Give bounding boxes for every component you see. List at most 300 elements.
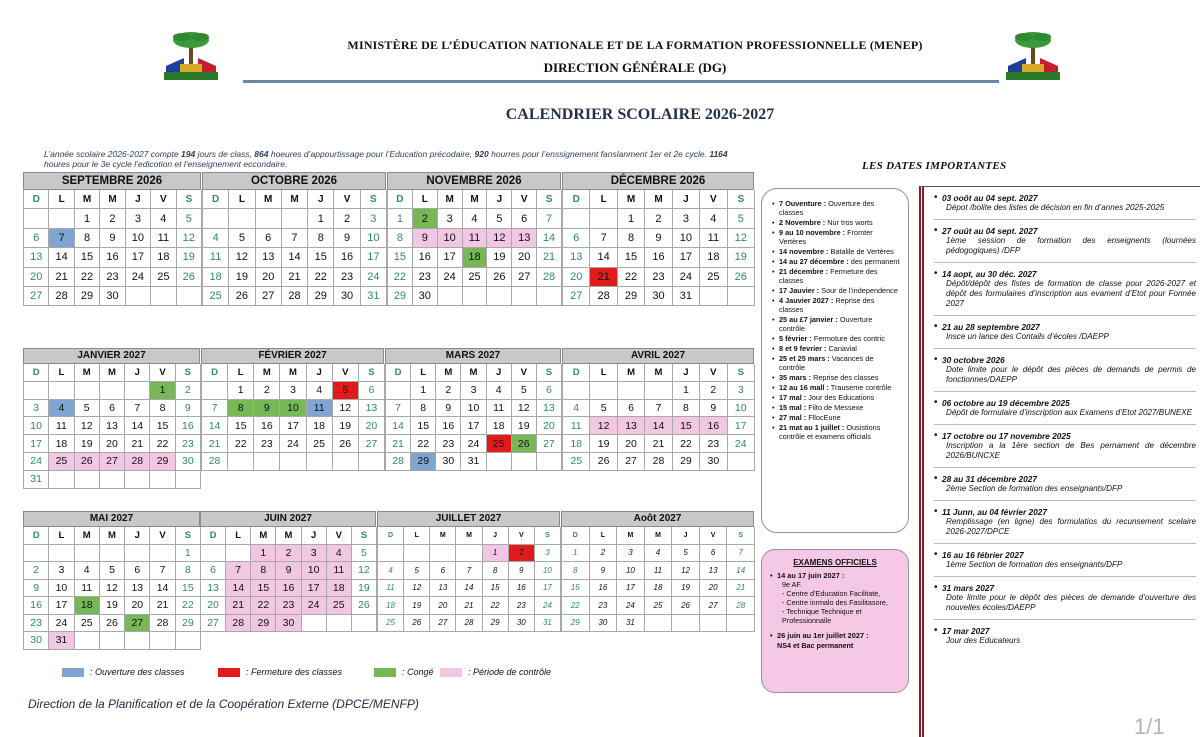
event-date: 15 mal :	[779, 403, 807, 412]
day-cell: 25	[327, 597, 352, 615]
day-cell: 2	[590, 545, 618, 563]
day-cell: 2	[645, 209, 672, 228]
day-cell: 5	[352, 545, 377, 563]
day-cell: 5	[404, 562, 430, 580]
day-cell: 12	[590, 417, 617, 435]
day-cell: 17	[438, 248, 463, 267]
day-cell: 10	[302, 562, 327, 580]
event-item	[772, 228, 900, 246]
day-cell: 1	[388, 209, 413, 228]
weekday-label: S	[361, 190, 387, 209]
day-cell: 12	[333, 400, 359, 418]
day-cell: 27	[537, 435, 562, 453]
day-cell: 3	[24, 400, 49, 418]
day-cell: 7	[537, 209, 562, 228]
day-cell: 15	[75, 248, 100, 267]
day-cell: 20	[201, 597, 226, 615]
weekday-label: D	[202, 364, 228, 382]
day-cell: 30	[100, 287, 125, 306]
day-cell: 4	[645, 545, 673, 563]
event-text: FllocEune	[806, 413, 841, 422]
day-cell: 28	[282, 287, 308, 306]
day-cell: 19	[404, 597, 430, 615]
day-cell: 1	[176, 545, 201, 563]
day-cell: 3	[280, 382, 306, 400]
day-cell: 24	[49, 615, 74, 633]
day-cell: 23	[509, 597, 535, 615]
weekday-label: M	[75, 190, 100, 209]
weekday-label: V	[700, 190, 727, 209]
weekday-label: J	[307, 364, 333, 382]
day-cell	[24, 382, 49, 400]
day-cell: 15	[483, 580, 509, 598]
day-cell: 28	[645, 453, 672, 471]
weekday-label: J	[483, 527, 509, 545]
day-cell: 13	[125, 580, 150, 598]
day-cell: 23	[276, 597, 301, 615]
date-range: • 06 octobre au 19 décembre 2025	[942, 398, 1070, 408]
day-cell	[151, 287, 176, 306]
weekday-label: V	[151, 190, 176, 209]
day-cell: 15	[150, 417, 175, 435]
day-cell	[75, 382, 100, 400]
weekday-label: M	[254, 364, 280, 382]
day-cell: 4	[203, 229, 229, 248]
weekday-label: M	[617, 527, 645, 545]
event-date: 4 Jauvier 2027 :	[779, 296, 834, 305]
month-block	[385, 348, 561, 471]
day-cell: 6	[512, 209, 537, 228]
day-cell: 18	[463, 248, 488, 267]
weekday-label: J	[125, 527, 150, 545]
day-cell: 3	[617, 545, 645, 563]
day-cell: 17	[302, 580, 327, 598]
weekday-label: D	[563, 364, 590, 382]
month-block	[200, 511, 376, 632]
day-cell	[537, 453, 562, 471]
month-block	[377, 511, 560, 632]
day-cell: 7	[49, 229, 74, 248]
event-item	[772, 286, 900, 295]
day-cell: 20	[618, 435, 645, 453]
day-cell: 7	[150, 562, 175, 580]
day-cell: 11	[203, 248, 229, 267]
day-cell: 14	[49, 248, 74, 267]
day-cell: 6	[359, 382, 385, 400]
weekday-label: D	[562, 527, 590, 545]
day-cell	[229, 209, 255, 228]
day-cell: 28	[226, 615, 251, 633]
weekday-label: D	[203, 190, 229, 209]
event-text: Reprise des classes	[811, 373, 879, 382]
day-cell: 7	[125, 400, 150, 418]
day-cell: 22	[75, 268, 100, 287]
day-cell: 31	[361, 287, 387, 306]
weekday-label: M	[645, 364, 672, 382]
day-cell: 18	[378, 597, 404, 615]
day-cell: 5	[75, 400, 100, 418]
date-divider	[934, 424, 1196, 425]
day-cell: 26	[590, 453, 617, 471]
day-cell: 8	[673, 400, 700, 418]
day-cell: 24	[728, 435, 755, 453]
event-item	[772, 354, 900, 372]
day-cell: 15	[388, 248, 413, 267]
day-cell: 16	[100, 248, 125, 267]
day-cell: 5	[333, 382, 359, 400]
day-cell: 16	[645, 248, 672, 267]
day-cell	[456, 545, 482, 563]
day-cell: 26	[75, 453, 100, 471]
day-cell: 20	[100, 435, 125, 453]
day-cell	[438, 287, 463, 306]
day-cell: 13	[201, 580, 226, 598]
day-cell	[256, 209, 282, 228]
day-cell: 30	[645, 287, 672, 306]
day-cell	[487, 287, 512, 306]
day-cell: 12	[75, 417, 100, 435]
weekday-label: S	[727, 527, 755, 545]
day-cell: 25	[49, 453, 74, 471]
day-cell: 17	[126, 248, 151, 267]
day-cell	[386, 382, 411, 400]
important-dates-panel	[919, 186, 1200, 737]
day-cell: 26	[229, 287, 255, 306]
day-cell	[228, 453, 254, 471]
day-cell	[563, 209, 590, 228]
day-cell: 6	[430, 562, 456, 580]
legend-label: : Congé	[402, 667, 434, 677]
day-cell: 6	[563, 229, 590, 248]
day-cell: 28	[590, 287, 617, 306]
day-cell: 18	[327, 580, 352, 598]
date-range: • 14 aopt, au 30 déc. 2027	[942, 269, 1037, 279]
day-cell: 8	[251, 562, 276, 580]
day-cell: 7	[202, 400, 228, 418]
day-cell	[378, 545, 404, 563]
weekday-label: M	[276, 527, 301, 545]
weekday-label: M	[280, 364, 306, 382]
weekday-label: M	[456, 527, 482, 545]
weekday-label: V	[512, 190, 537, 209]
day-cell: 3	[361, 209, 387, 228]
day-cell	[203, 209, 229, 228]
weekday-label: V	[512, 364, 537, 382]
day-cell: 27	[359, 435, 385, 453]
day-cell: 22	[618, 268, 645, 287]
day-cell: 31	[535, 615, 561, 633]
day-cell: 1	[75, 209, 100, 228]
legend-label: : Ouverture des classes	[90, 667, 185, 677]
day-cell	[728, 453, 755, 471]
day-cell: 19	[229, 268, 255, 287]
weekday-label: M	[461, 364, 486, 382]
day-cell: 30	[436, 453, 461, 471]
day-cell	[404, 545, 430, 563]
day-cell: 11	[49, 417, 74, 435]
day-cell: 12	[672, 562, 700, 580]
weekday-label: D	[378, 527, 404, 545]
day-cell: 9	[334, 229, 360, 248]
day-cell: 21	[590, 268, 617, 287]
day-cell: 13	[700, 562, 728, 580]
day-cell: 2	[254, 382, 280, 400]
day-cell	[24, 209, 49, 228]
exam-item: • 26 juin au 1er juillet 2027 :	[770, 631, 900, 640]
weekday-label: L	[590, 527, 618, 545]
day-cell: 26	[728, 268, 755, 287]
day-cell: 7	[226, 562, 251, 580]
day-cell: 11	[487, 400, 512, 418]
day-cell: 9	[100, 229, 125, 248]
weekday-label: V	[700, 527, 728, 545]
weekday-label: S	[352, 527, 377, 545]
weekday-label: M	[256, 190, 282, 209]
event-date: 12 au 16 mall :	[779, 383, 829, 392]
event-text: Jour des Educations	[806, 393, 875, 402]
event-date: 35 mars :	[779, 373, 812, 382]
day-cell: 25	[203, 287, 229, 306]
date-description: Inscription a la 1ère section de Bes pernament de décembre 2026/BUNCXE	[946, 441, 1196, 460]
important-date-entry	[934, 550, 1196, 570]
date-range: • 30 octobre 2026	[942, 355, 1005, 365]
weekday-label: M	[251, 527, 276, 545]
day-cell: 25	[463, 268, 488, 287]
weekday-label: J	[673, 190, 700, 209]
day-cell	[49, 471, 74, 489]
event-text: Fromter Vertères	[779, 228, 873, 246]
month-header: OCTOBRE 2026	[202, 172, 386, 190]
day-cell: 16	[413, 248, 438, 267]
day-cell	[700, 615, 728, 633]
day-cell	[150, 632, 175, 650]
day-cell: 17	[673, 248, 700, 267]
day-cell: 15	[308, 248, 334, 267]
day-cell: 15	[411, 417, 436, 435]
day-cell: 15	[562, 580, 590, 598]
day-cell: 13	[100, 417, 125, 435]
day-cell: 5	[512, 382, 537, 400]
day-cell: 16	[590, 580, 618, 598]
weekday-label: L	[228, 364, 254, 382]
day-cell	[125, 545, 150, 563]
day-cell: 21	[282, 268, 308, 287]
day-cell: 23	[176, 435, 201, 453]
day-cell: 30	[24, 632, 49, 650]
day-cell: 28	[727, 597, 755, 615]
event-text: Fermoture des contric	[811, 334, 885, 343]
day-cell: 27	[430, 615, 456, 633]
day-cell: 2	[509, 545, 535, 563]
day-cell: 17	[361, 248, 387, 267]
day-cell: 21	[202, 435, 228, 453]
weekday-label: S	[177, 190, 202, 209]
day-cell	[618, 382, 645, 400]
day-cell: 16	[509, 580, 535, 598]
day-cell: 28	[150, 615, 175, 633]
day-cell: 16	[24, 597, 49, 615]
day-cell	[590, 382, 617, 400]
day-cell: 27	[201, 615, 226, 633]
event-date: 21 mat au 1 juillet :	[779, 423, 845, 432]
day-cell: 11	[307, 400, 333, 418]
intro-text: L’année scolaire 2026-2027 compte 194 jours de class, 864 hoeures d’appourtissage pour l’Education précodaire, 920 hourres pour l’enssignement fanslanment 1er et 2e cycle. 1164 houres pour le 3e cycle l’edicotion et l’enseignement eccondaire.	[44, 149, 728, 169]
day-cell: 19	[512, 417, 537, 435]
day-cell: 9	[24, 580, 49, 598]
weekday-label: J	[126, 190, 151, 209]
day-cell: 11	[700, 229, 727, 248]
weekday-label: M	[618, 364, 645, 382]
weekday-label: S	[176, 364, 201, 382]
day-cell: 10	[438, 229, 463, 248]
important-date-entry	[934, 355, 1196, 385]
date-description: Dépôt/dépôt des fistes de formation de classe pour 2026-2027 et dépôt des formulaires d’inscription aus evament d’Etot pour Fonnée 2027	[946, 279, 1196, 308]
day-cell: 22	[251, 597, 276, 615]
day-cell: 30	[509, 615, 535, 633]
date-range: • 17 mar 2027	[942, 626, 990, 636]
day-cell: 21	[456, 597, 482, 615]
weekday-label: M	[463, 190, 488, 209]
date-range: • 21 au 28 septembre 2027	[942, 322, 1040, 332]
day-cell: 28	[202, 453, 228, 471]
day-cell: 25	[700, 268, 727, 287]
date-divider	[934, 262, 1196, 263]
exam-sub: - Centre d’Education Facilitate,	[782, 589, 881, 599]
day-cell: 29	[411, 453, 436, 471]
day-cell	[100, 545, 125, 563]
legend-label: : Fermeture des classes	[246, 667, 343, 677]
day-cell: 13	[256, 248, 282, 267]
month-header: FÉVRIER 2027	[201, 348, 384, 364]
date-divider	[934, 391, 1196, 392]
day-cell: 27	[125, 615, 150, 633]
weekday-label: L	[229, 190, 255, 209]
event-text: Reprise des classes	[779, 296, 875, 314]
day-cell: 13	[430, 580, 456, 598]
day-cell: 8	[308, 229, 334, 248]
day-cell: 19	[177, 248, 202, 267]
event-text: Vacances de contrôle	[779, 354, 874, 372]
weekday-label: S	[728, 364, 755, 382]
day-cell: 1	[150, 382, 175, 400]
day-cell: 8	[562, 562, 590, 580]
day-cell	[728, 287, 755, 306]
exam-sub: - Technique Technique et Professionnalle	[782, 607, 862, 626]
day-cell: 19	[672, 580, 700, 598]
date-divider	[934, 576, 1196, 577]
exams-box	[761, 549, 909, 693]
weekday-label: S	[359, 364, 385, 382]
day-cell: 16	[176, 417, 201, 435]
day-cell: 9	[276, 562, 301, 580]
date-divider	[934, 467, 1196, 468]
weekday-label: V	[334, 190, 360, 209]
day-cell: 24	[280, 435, 306, 453]
day-cell: 4	[563, 400, 590, 418]
day-cell: 17	[24, 435, 49, 453]
event-date: 5 février :	[779, 334, 812, 343]
day-cell: 13	[512, 229, 537, 248]
day-cell	[75, 471, 100, 489]
month-days-grid	[562, 364, 754, 471]
day-cell: 25	[307, 435, 333, 453]
day-cell: 20	[125, 597, 150, 615]
day-cell: 1	[673, 382, 700, 400]
day-cell	[202, 382, 228, 400]
day-cell: 16	[334, 248, 360, 267]
day-cell: 5	[728, 209, 755, 228]
day-cell: 6	[100, 400, 125, 418]
day-cell: 10	[49, 580, 74, 598]
day-cell: 5	[229, 229, 255, 248]
day-cell: 29	[150, 453, 175, 471]
day-cell: 29	[618, 287, 645, 306]
event-text: Sour de l’independence	[819, 286, 898, 295]
day-cell: 13	[537, 400, 562, 418]
day-cell: 17	[280, 417, 306, 435]
day-cell: 25	[378, 615, 404, 633]
exam-sub: NS4 et Bac permanent	[777, 640, 854, 650]
day-cell	[254, 453, 280, 471]
day-cell: 17	[535, 580, 561, 598]
day-cell: 10	[126, 229, 151, 248]
day-cell: 29	[562, 615, 590, 633]
day-cell: 19	[590, 435, 617, 453]
day-cell: 3	[461, 382, 486, 400]
weekday-label: M	[430, 527, 456, 545]
day-cell: 27	[512, 268, 537, 287]
legend-swatch	[374, 668, 396, 677]
day-cell: 13	[359, 400, 385, 418]
event-item	[772, 218, 900, 227]
important-date-entry	[934, 626, 1196, 646]
weekday-label: S	[537, 364, 562, 382]
day-cell: 22	[388, 268, 413, 287]
date-divider	[934, 500, 1196, 501]
day-cell: 21	[386, 435, 411, 453]
month-header: DÉCEMBRE 2026	[562, 172, 754, 190]
weekday-label: L	[49, 364, 74, 382]
day-cell: 13	[618, 417, 645, 435]
day-cell	[49, 209, 74, 228]
day-cell: 26	[333, 435, 359, 453]
day-cell: 3	[49, 562, 74, 580]
date-description: Dote limite pour le dépôt des pièces de demands de permis de fonctionnes/DAEPP	[946, 365, 1196, 384]
day-cell	[645, 382, 672, 400]
event-date: 17 Jauvier :	[779, 286, 820, 295]
day-cell: 4	[49, 400, 74, 418]
day-cell	[333, 453, 359, 471]
weekday-label: M	[75, 364, 100, 382]
weekday-label: J	[487, 190, 512, 209]
day-cell: 28	[49, 287, 74, 306]
day-cell: 30	[176, 453, 201, 471]
month-days-grid	[202, 190, 386, 306]
day-cell: 5	[487, 209, 512, 228]
month-days-grid	[377, 527, 560, 632]
month-days-grid	[200, 527, 376, 632]
day-cell: 1	[411, 382, 436, 400]
day-cell: 22	[411, 435, 436, 453]
day-cell: 18	[563, 435, 590, 453]
day-cell: 1	[228, 382, 254, 400]
day-cell: 22	[673, 435, 700, 453]
day-cell: 5	[672, 545, 700, 563]
day-cell: 22	[228, 435, 254, 453]
month-block	[562, 172, 754, 306]
day-cell: 4	[463, 209, 488, 228]
event-item	[772, 344, 900, 353]
